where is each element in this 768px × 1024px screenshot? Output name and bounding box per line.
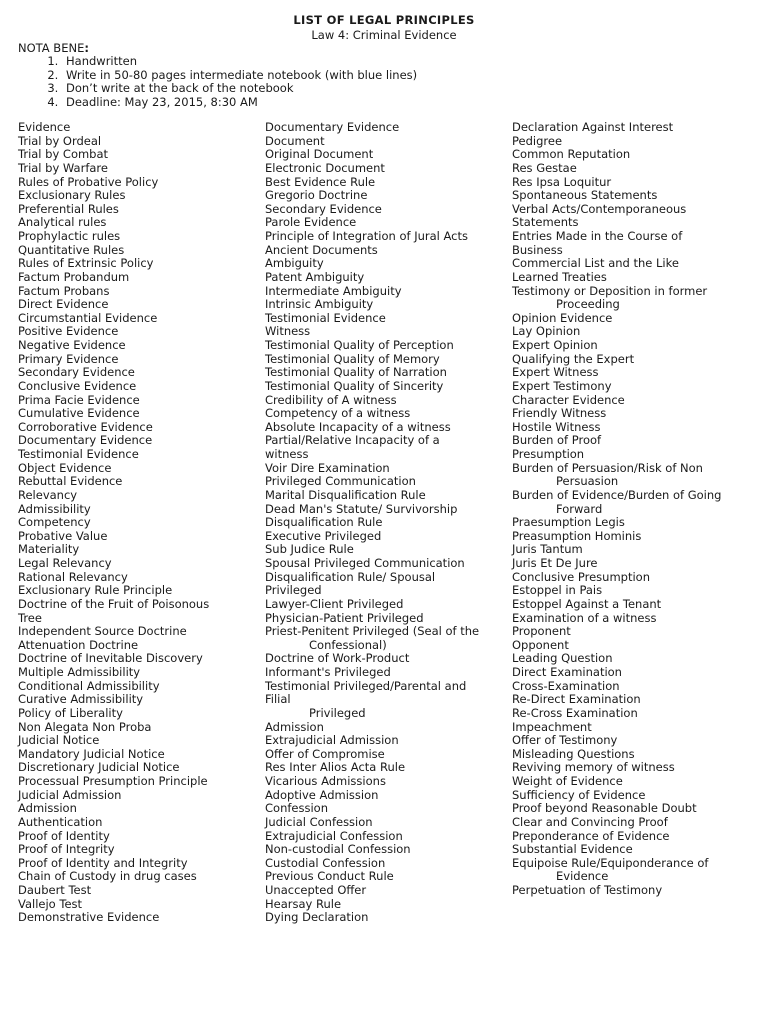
principles-column-2 xyxy=(265,121,503,925)
principle-item: Character Evidence xyxy=(512,392,625,407)
principle-item: Pedigree xyxy=(512,133,563,148)
nota-bene-item: 2. Write in 50-80 pages intermediate notebook (with blue lines) xyxy=(62,69,417,83)
principle-item: Daubert Test xyxy=(18,883,92,897)
principle-item: Parole Evidence xyxy=(265,215,357,230)
principle-item: Doctrine of Work-Product xyxy=(265,651,410,666)
principle-item: Witness xyxy=(265,324,311,339)
principle-item: Adoptive Admission xyxy=(265,787,379,802)
principle-item: Testimonial Evidence xyxy=(18,447,139,461)
principle-item: Non Alegata Non Proba xyxy=(18,719,152,734)
principle-item: Patent Ambiguity xyxy=(265,269,365,284)
principle-item: Discretionary Judicial Notice xyxy=(18,760,180,775)
principle-item: Opinion Evidence xyxy=(512,310,613,325)
principle-item: Substantial Evidence xyxy=(512,842,633,857)
principle-item: Privileged xyxy=(265,583,322,598)
principle-item: Filial xyxy=(265,692,291,707)
principle-item: Evidence xyxy=(18,120,71,134)
principle-item: Secondary Evidence xyxy=(265,201,382,216)
principle-item: Re-Cross Examination xyxy=(512,705,638,720)
principle-item: Rebuttal Evidence xyxy=(18,474,123,489)
principle-item: Lay Opinion xyxy=(512,324,581,339)
nota-bene-item: 1. Handwritten xyxy=(62,55,417,69)
principle-item: Burden of Evidence/Burden of Going xyxy=(512,487,722,502)
principle-item: Direct Examination xyxy=(512,665,622,679)
principle-item: Original Document xyxy=(265,147,374,162)
principle-item: Juris Et De Jure xyxy=(512,556,598,570)
principle-item: Admission xyxy=(18,801,77,816)
principle-item: Re-Direct Examination xyxy=(512,692,641,707)
principle-item: Executive Privileged xyxy=(265,528,382,543)
principle-item: Equipoise Rule/Equiponderance of xyxy=(512,855,709,870)
principle-item: Common Reputation xyxy=(512,147,631,162)
principle-item: Perpetuation of Testimony xyxy=(512,883,663,897)
principle-item: Testimonial Evidence xyxy=(265,310,386,325)
nota-bene-list xyxy=(38,55,417,109)
principle-item: Admissibility xyxy=(18,501,91,516)
principle-item: Proceeding xyxy=(556,297,620,312)
principles-column-1 xyxy=(18,121,254,925)
principle-item: Lawyer-Client Privileged xyxy=(265,596,404,611)
principle-item: Spontaneous Statements xyxy=(512,188,658,203)
principle-item: Tree xyxy=(18,610,42,625)
principle-item: Absolute Incapacity of a witness xyxy=(265,419,451,434)
principle-item: Reviving memory of witness xyxy=(512,760,675,775)
nota-bene-item: 3. Don’t write at the back of the notebook xyxy=(62,82,417,96)
principle-item: Estoppel Against a Tenant xyxy=(512,596,662,611)
principle-item: Competency of a witness xyxy=(265,406,411,421)
principle-item: Prophylactic rules xyxy=(18,229,121,243)
principle-item: Policy of Liberality xyxy=(18,705,123,720)
principle-item: Confessional) xyxy=(309,637,387,652)
principle-item: Hearsay Rule xyxy=(265,896,342,911)
principle-item: Proof of Identity xyxy=(18,828,110,843)
principle-item: Primary Evidence xyxy=(18,351,119,366)
principle-item: Hostile Witness xyxy=(512,419,601,434)
principle-item: Res Ipsa Loquitur xyxy=(512,174,612,189)
principle-item: Misleading Questions xyxy=(512,746,635,761)
principle-item: Cumulative Evidence xyxy=(18,406,140,421)
principle-item: Voir Dire Examination xyxy=(265,460,390,475)
principle-item: Ancient Documents xyxy=(265,242,378,257)
principle-item: Exclusionary Rule Principle xyxy=(18,583,173,598)
principles-column-3 xyxy=(512,121,762,898)
principle-item: Statements xyxy=(512,215,579,230)
principle-item: Corroborative Evidence xyxy=(18,419,153,434)
principle-item: Disqualification Rule/ Spousal xyxy=(265,569,436,584)
principle-item: Priest-Penitent Privileged (Seal of the xyxy=(265,624,480,639)
principle-item: Privileged xyxy=(309,705,366,720)
principle-item: Declaration Against Interest xyxy=(512,120,674,134)
principle-item: Examination of a witness xyxy=(512,610,657,625)
principle-item: Documentary Evidence xyxy=(265,120,400,134)
principle-item: Ambiguity xyxy=(265,256,324,271)
principle-item: Disqualification Rule xyxy=(265,515,383,530)
principle-item: Impeachment xyxy=(512,719,592,734)
page-subtitle: Law 4: Criminal Evidence xyxy=(311,28,457,42)
principle-item: Exclusionary Rules xyxy=(18,188,126,203)
principle-item: Credibility of A witness xyxy=(265,392,397,407)
principle-item: Positive Evidence xyxy=(18,324,119,339)
principle-item: Intermediate Ambiguity xyxy=(265,283,402,298)
principle-item: Expert Testimony xyxy=(512,378,612,393)
principle-item: Res Gestae xyxy=(512,160,577,175)
principle-item: Physician-Patient Privileged xyxy=(265,610,424,625)
principle-item: Expert Opinion xyxy=(512,338,598,352)
principle-item: Document xyxy=(265,133,325,148)
principle-item: Intrinsic Ambiguity xyxy=(265,297,374,312)
principle-item: Leading Question xyxy=(512,651,613,666)
principle-item: Competency xyxy=(18,515,91,530)
principle-item: Conclusive Evidence xyxy=(18,378,137,393)
principle-item: Testimony or Deposition in former xyxy=(512,283,708,298)
principle-item: Mandatory Judicial Notice xyxy=(18,746,165,761)
principle-item: Testimonial Quality of Memory xyxy=(265,351,440,366)
principle-item: Independent Source Doctrine xyxy=(18,624,187,639)
principle-item: Trial by Warfare xyxy=(18,160,108,175)
principle-item: Informant's Privileged xyxy=(265,665,391,679)
principle-item: Curative Admissibility xyxy=(18,692,144,707)
principle-item: Preferential Rules xyxy=(18,201,119,216)
principle-item: Gregorio Doctrine xyxy=(265,188,368,203)
principle-item: Dying Declaration xyxy=(265,910,369,925)
principle-item: Unaccepted Offer xyxy=(265,883,367,897)
principle-item: Judicial Admission xyxy=(18,787,122,802)
principle-item: Non-custodial Confession xyxy=(265,842,411,857)
principle-item: Trial by Combat xyxy=(18,147,109,162)
principle-item: Custodial Confession xyxy=(265,855,386,870)
principle-item: Partial/Relative Incapacity of a xyxy=(265,433,440,448)
principle-item: Testimonial Privileged/Parental and xyxy=(265,678,467,693)
principle-item: Weight of Evidence xyxy=(512,774,623,788)
principle-item: Processual Presumption Principle xyxy=(18,774,208,788)
principle-item: Proof beyond Reasonable Doubt xyxy=(512,801,697,816)
principle-item: Entries Made in the Course of xyxy=(512,229,683,243)
principle-item: Clear and Convincing Proof xyxy=(512,814,668,829)
principle-item: Conclusive Presumption xyxy=(512,569,650,584)
nota-bene-label: NOTA BENE: xyxy=(18,41,89,55)
principle-item: Attenuation Doctrine xyxy=(18,637,139,652)
principle-item: Conditional Admissibility xyxy=(18,678,160,693)
principle-item: Verbal Acts/Contemporaneous xyxy=(512,201,687,216)
principle-item: Materiality xyxy=(18,542,80,557)
nota-bene-item: 4. Deadline: May 23, 2015, 8:30 AM xyxy=(62,96,417,110)
principle-item: Direct Evidence xyxy=(18,297,109,312)
principle-item: Extrajudicial Admission xyxy=(265,733,399,748)
principle-item: Principle of Integration of Jural Acts xyxy=(265,229,468,243)
principle-item: Privileged Communication xyxy=(265,474,416,489)
principle-item: Res Inter Alios Acta Rule xyxy=(265,760,406,775)
principle-item: Forward xyxy=(556,501,603,516)
principle-item: Dead Man's Statute/ Survivorship xyxy=(265,501,458,516)
principle-item: Negative Evidence xyxy=(18,338,126,352)
principle-item: Commercial List and the Like xyxy=(512,256,679,271)
principle-item: Preponderance of Evidence xyxy=(512,828,670,843)
principle-item: Prima Facie Evidence xyxy=(18,392,140,407)
principle-item: Rules of Probative Policy xyxy=(18,174,159,189)
principle-item: Judicial Confession xyxy=(265,814,373,829)
principle-item: Multiple Admissibility xyxy=(18,665,141,679)
principle-item: Spousal Privileged Communication xyxy=(265,556,465,570)
principle-item: Analytical rules xyxy=(18,215,107,230)
principle-item: Rules of Extrinsic Policy xyxy=(18,256,154,271)
principle-item: Factum Probans xyxy=(18,283,110,298)
principle-item: Electronic Document xyxy=(265,160,385,175)
principle-item: Sufficiency of Evidence xyxy=(512,787,646,802)
principle-item: Quantitative Rules xyxy=(18,242,125,257)
principle-item: Presumption xyxy=(512,447,585,461)
principle-item: Relevancy xyxy=(18,487,78,502)
principle-item: Offer of Testimony xyxy=(512,733,618,748)
principle-item: Burden of Proof xyxy=(512,433,602,448)
principle-item: Business xyxy=(512,242,563,257)
principle-item: Previous Conduct Rule xyxy=(265,869,394,884)
principle-item: Proof of Integrity xyxy=(18,842,115,857)
principle-item: Testimonial Quality of Perception xyxy=(265,338,454,352)
principle-item: Secondary Evidence xyxy=(18,365,135,380)
principle-item: Doctrine of Inevitable Discovery xyxy=(18,651,203,666)
principle-item: Testimonial Quality of Narration xyxy=(265,365,447,380)
principle-item: Testimonial Quality of Sincerity xyxy=(265,378,444,393)
principle-item: Learned Treaties xyxy=(512,269,607,284)
principle-item: Friendly Witness xyxy=(512,406,607,421)
principle-item: Best Evidence Rule xyxy=(265,174,376,189)
principle-item: Legal Relevancy xyxy=(18,556,112,570)
principle-item: Marital Disqualification Rule xyxy=(265,487,426,502)
principle-item: Confession xyxy=(265,801,328,816)
principle-item: Probative Value xyxy=(18,528,108,543)
principle-item: Praesumption Legis xyxy=(512,515,625,530)
principle-item: Offer of Compromise xyxy=(265,746,385,761)
principle-item: Cross-Examination xyxy=(512,678,620,693)
principle-item: Trial by Ordeal xyxy=(18,133,102,148)
principle-item: Vallejo Test xyxy=(18,896,83,911)
principle-item: Burden of Persuasion/Risk of Non xyxy=(512,460,703,475)
principle-item: Circumstantial Evidence xyxy=(18,310,158,325)
principle-item: Admission xyxy=(265,719,324,734)
principle-item: Vicarious Admissions xyxy=(265,774,386,788)
principle-item: Doctrine of the Fruit of Poisonous xyxy=(18,596,210,611)
principle-item: Expert Witness xyxy=(512,365,599,380)
principle-item: Judicial Notice xyxy=(18,733,100,748)
principle-item: Preasumption Hominis xyxy=(512,528,642,543)
principle-item: Persuasion xyxy=(556,474,619,489)
principle-item: Documentary Evidence xyxy=(18,433,153,448)
principle-item: Object Evidence xyxy=(18,460,112,475)
principle-item: Sub Judice Rule xyxy=(265,542,354,557)
principle-item: Proponent xyxy=(512,624,571,639)
principle-item: Juris Tantum xyxy=(512,542,583,557)
page-title: LIST OF LEGAL PRINCIPLES xyxy=(293,13,475,27)
principle-item: Demonstrative Evidence xyxy=(18,910,160,925)
principle-item: Factum Probandum xyxy=(18,269,130,284)
principle-item: Estoppel in Pais xyxy=(512,583,603,598)
principle-item: Qualifying the Expert xyxy=(512,351,635,366)
principle-item: Extrajudicial Confession xyxy=(265,828,403,843)
principle-item: Rational Relevancy xyxy=(18,569,128,584)
principle-item: Evidence xyxy=(556,869,609,884)
principle-item: Authentication xyxy=(18,814,103,829)
principle-item: witness xyxy=(265,447,309,461)
principle-item: Proof of Identity and Integrity xyxy=(18,855,188,870)
principle-item: Chain of Custody in drug cases xyxy=(18,869,197,884)
principle-item: Opponent xyxy=(512,637,569,652)
